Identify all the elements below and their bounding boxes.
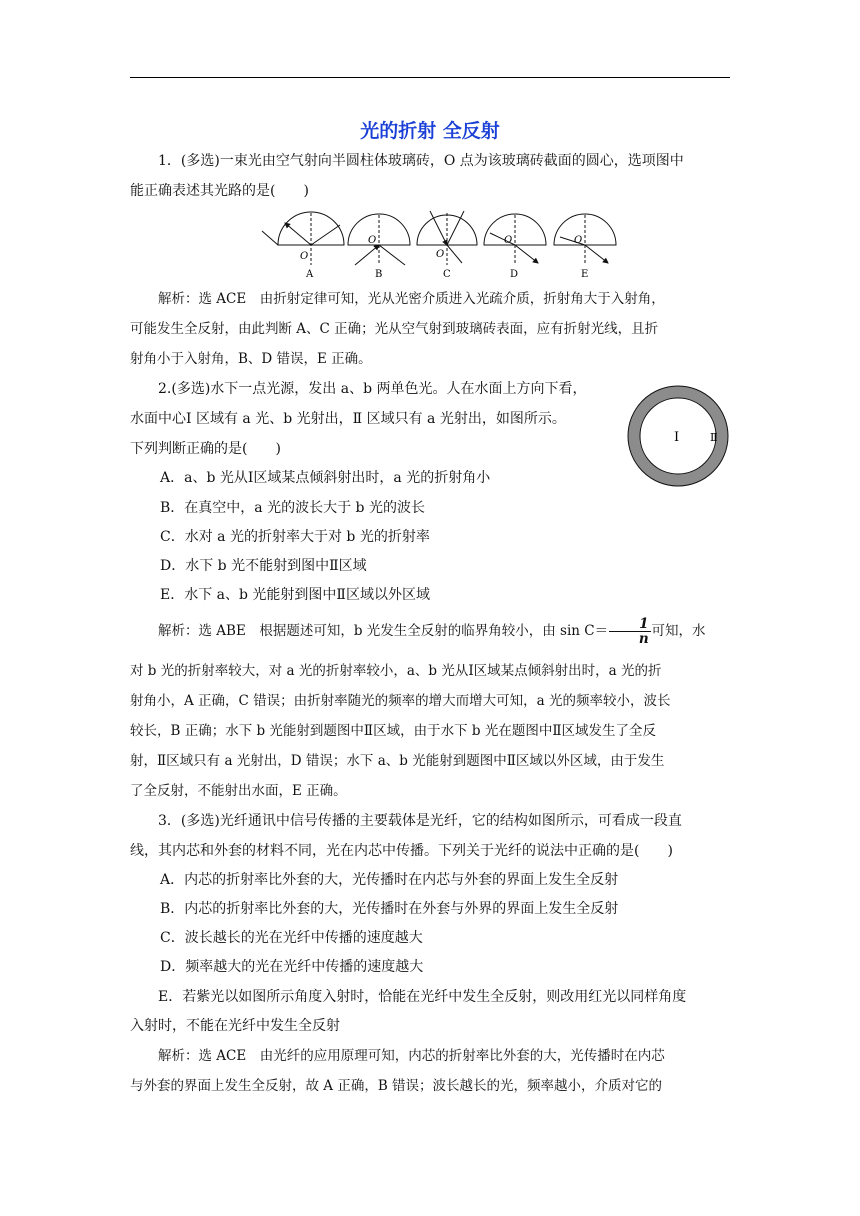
page-title: 光的折射 全反射 [360, 120, 500, 142]
q3-option-a: A．内芯的折射率比外套的大，光传播时在内芯与外套的界面上发生全反射 [160, 872, 619, 888]
q3-option-d: D．频率越大的光在光纤中传播的速度越大 [160, 959, 424, 975]
q1-answer-line-1: 解析：选 ACE 由折射定律可知，光从光密介质进入光疏介质，折射角大于入射角， [158, 291, 665, 307]
q2-answer-line-1 [130, 616, 730, 646]
q3-answer-line-1: 解析：选 ACE 由光纤的应用原理可知，内芯的折射率比外套的大，光传播时在内芯 [158, 1048, 665, 1064]
q3-option-c: C．波长越长的光在光纤中传播的速度越大 [160, 930, 423, 946]
figure-e [554, 214, 616, 280]
q1-answer-line-2: 可能发生全反射，由此判断 A、C 正确；光从空气射到玻璃砖表面，应有折射光线，且折 [130, 321, 659, 337]
fraction-1-over-n [609, 617, 650, 646]
q1-stem-line-2: 能正确表述其光路的是( ) [130, 183, 309, 199]
region-ii-label: Ⅱ [710, 431, 718, 444]
q2-answer-line-5: 射，Ⅱ区域只有 a 光射出，D 错误；水下 a、b 光能射到题图中Ⅱ区域以外区域，由于发生 [130, 753, 665, 769]
q2-answer-head-tail: 可知，水 [651, 623, 706, 639]
q2-answer-line-2: 对 b 光的折射率较大，对 a 光的折射率较小，a、b 光从Ⅰ区域某点倾斜射出时，a 光的折 [130, 663, 662, 679]
q2-option-e: E．水下 a、b 光能射到图中Ⅱ区域以外区域 [160, 587, 430, 603]
q3-option-e-line-2: 入射时，不能在光纤中发生全反射 [130, 1018, 340, 1034]
figure-a-label: A [306, 269, 314, 280]
figure-b-label: B [375, 269, 383, 280]
figure-e-label: E [581, 269, 589, 280]
q2-stem-line-2: 水面中心Ⅰ 区域有 a 光、b 光射出，Ⅱ 区域只有 a 光射出，如图所示。 [130, 411, 566, 427]
figure-b [348, 214, 410, 280]
q1-stem-line-1: 1．(多选)一束光由空气射向半圆柱体玻璃砖，O 点为该玻璃砖截面的圆心，选项图中 [158, 153, 684, 169]
q2-option-b: B．在真空中，a 光的波长大于 b 光的波长 [160, 500, 425, 516]
q2-answer-head: 解析：选 ABE 根据题述可知，b 光发生全反射的临界角较小，由 sin C＝ [158, 623, 609, 639]
header-rule [130, 77, 730, 78]
figure-c-label: C [443, 269, 451, 280]
q2-answer-line-6: 了全反射，不能射出水面，E 正确。 [130, 783, 347, 799]
figure-c [417, 211, 477, 280]
fraction-denominator: n [638, 631, 649, 647]
q1-answer-line-3: 射角小于入射角，B、D 错误，E 正确。 [130, 351, 372, 367]
q2-option-d: D．水下 b 光不能射到图中Ⅱ区域 [160, 558, 367, 574]
q3-option-e-line-1: E．若紫光以如图所示角度入射时，恰能在光纤中发生全反射，则改用红光以同样角度 [158, 989, 687, 1005]
figure-a [262, 212, 344, 280]
figure-d-label: D [510, 269, 519, 280]
figure-b-point-label: O [368, 235, 377, 246]
q2-option-c: C．水对 a 光的折射率大于对 b 光的折射率 [160, 529, 430, 545]
q2-option-a: A．a、b 光从Ⅰ区域某点倾斜射出时，a 光的折射角小 [160, 470, 491, 486]
fraction-numerator: 1 [609, 617, 650, 632]
figure-d-point-label: O [504, 235, 513, 246]
figure-e-point-label: O [574, 235, 583, 246]
q1-figures [130, 205, 730, 285]
q3-option-b: B．内芯的折射率比外套的大，光传播时在外套与外界的界面上发生全反射 [160, 901, 619, 917]
q3-stem-line-1: 3．(多选)光纤通讯中信号传播的主要载体是光纤，它的结构如图所示，可看成一段直 [158, 813, 682, 829]
q3-answer-line-2: 与外套的界面上发生全反射，故 A 正确，B 错误；波长越长的光，频率越小，介质对它的 [130, 1078, 663, 1094]
q2-answer-line-3: 射角小，A 正确，C 错误；由折射率随光的频率的增大而增大可知，a 光的频率较小，波长 [130, 693, 671, 709]
q2-stem-line-3: 下列判断正确的是( ) [130, 441, 281, 457]
figure-a-point-label: O [300, 251, 309, 262]
q2-stem-line-1: 2.(多选)水下一点光源，发出 a、b 两单色光。人在水面上方向下看， [158, 381, 587, 397]
q2-answer-line-4: 较长，B 正确；水下 b 光能射到题图中Ⅱ区域，由于水下 b 光在题图中Ⅱ区域发生了全反 [130, 723, 657, 739]
figure-d [484, 214, 546, 280]
figure-c-point-label: O [436, 249, 445, 260]
q3-stem-line-2: 线，其内芯和外套的材料不同，光在内芯中传播。下列关于光纤的说法中正确的是( ) [130, 843, 673, 859]
region-i-label: Ⅰ [674, 430, 680, 445]
